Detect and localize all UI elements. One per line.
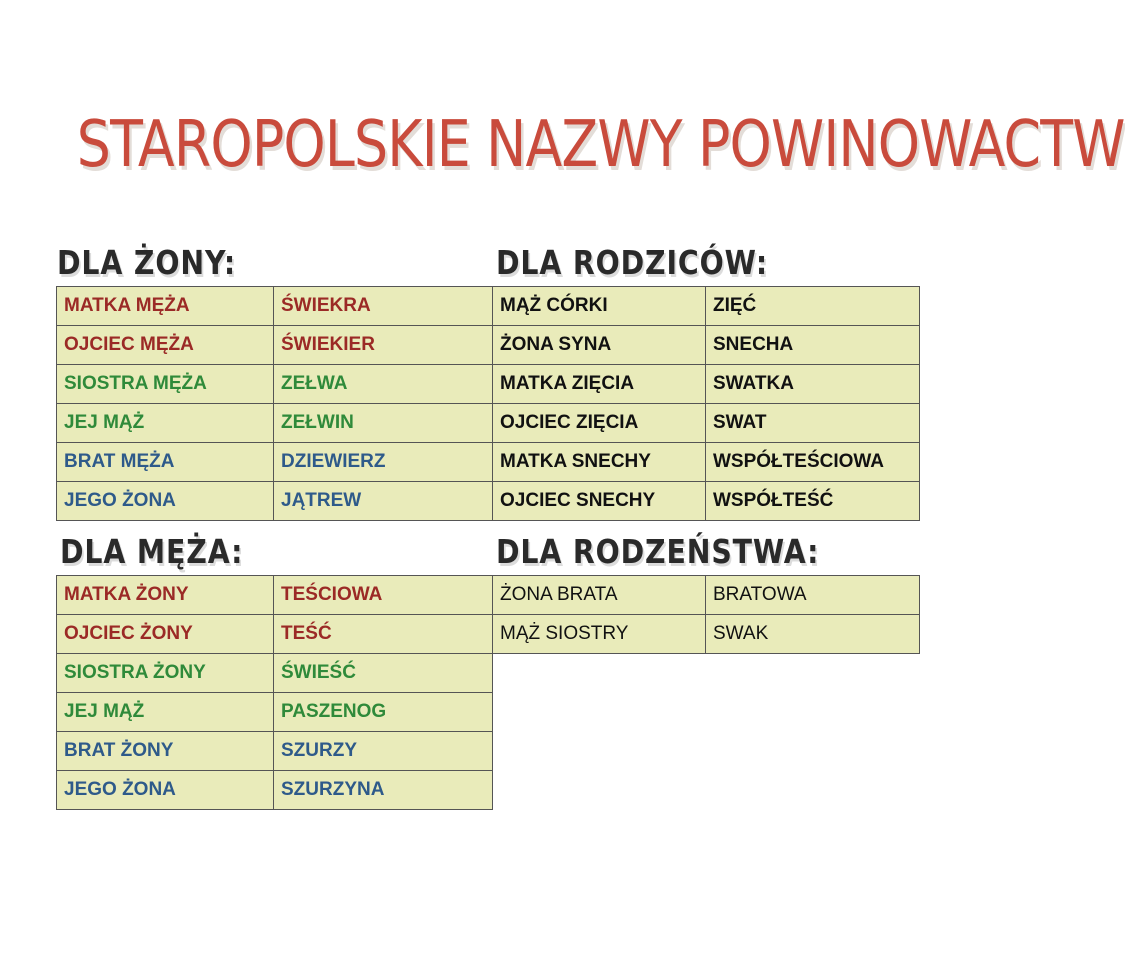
table-row bbox=[57, 732, 493, 771]
term-cell: SZURZYNA bbox=[274, 771, 493, 810]
heading-dla-meza: DLA MĘŻA: bbox=[60, 532, 244, 571]
table-row bbox=[493, 326, 920, 365]
table-row bbox=[57, 404, 493, 443]
table-row bbox=[57, 326, 493, 365]
term-cell: SWAK bbox=[706, 615, 920, 654]
table-dla-zony bbox=[56, 286, 493, 521]
relation-cell: MATKA ZIĘCIA bbox=[493, 365, 706, 404]
term-cell: WSPÓŁTEŚCIOWA bbox=[706, 443, 920, 482]
relation-cell: ŻONA SYNA bbox=[493, 326, 706, 365]
table-row bbox=[493, 443, 920, 482]
term-cell: ZEŁWA bbox=[274, 365, 493, 404]
relation-cell: ŻONA BRATA bbox=[493, 576, 706, 615]
relation-cell: MĄŻ CÓRKI bbox=[493, 287, 706, 326]
table-row bbox=[493, 404, 920, 443]
table-row bbox=[57, 287, 493, 326]
term-cell: PASZENOG bbox=[274, 693, 493, 732]
term-cell: JĄTREW bbox=[274, 482, 493, 521]
relation-cell: MATKA MĘŻA bbox=[57, 287, 274, 326]
term-cell: ŚWIEKRA bbox=[274, 287, 493, 326]
table-row bbox=[493, 365, 920, 404]
relation-cell: JEGO ŻONA bbox=[57, 482, 274, 521]
table-row bbox=[493, 482, 920, 521]
term-cell: ZEŁWIN bbox=[274, 404, 493, 443]
relation-cell: MATKA ŻONY bbox=[57, 576, 274, 615]
table-row bbox=[57, 693, 493, 732]
relation-cell: JEJ MĄŻ bbox=[57, 693, 274, 732]
table-row bbox=[493, 615, 920, 654]
term-cell: DZIEWIERZ bbox=[274, 443, 493, 482]
relation-cell: JEGO ŻONA bbox=[57, 771, 274, 810]
table-row bbox=[57, 654, 493, 693]
term-cell: ZIĘĆ bbox=[706, 287, 920, 326]
term-cell: WSPÓŁTEŚĆ bbox=[706, 482, 920, 521]
table-row bbox=[493, 576, 920, 615]
table-row bbox=[493, 287, 920, 326]
table-row bbox=[57, 365, 493, 404]
term-cell: TEŚĆ bbox=[274, 615, 493, 654]
relation-cell: MATKA SNECHY bbox=[493, 443, 706, 482]
table-dla-rodzenstwa bbox=[492, 575, 920, 654]
table-row bbox=[57, 771, 493, 810]
table-dla-rodzicow bbox=[492, 286, 920, 521]
page-title: STAROPOLSKIE NAZWY POWINOWACTW bbox=[76, 108, 1125, 182]
heading-dla-zony: DLA ŻONY: bbox=[57, 243, 237, 282]
relation-cell: OJCIEC MĘŻA bbox=[57, 326, 274, 365]
term-cell: BRATOWA bbox=[706, 576, 920, 615]
table-row bbox=[57, 443, 493, 482]
relation-cell: SIOSTRA ŻONY bbox=[57, 654, 274, 693]
term-cell: SZURZY bbox=[274, 732, 493, 771]
relation-cell: MĄŻ SIOSTRY bbox=[493, 615, 706, 654]
term-cell: SWATKA bbox=[706, 365, 920, 404]
term-cell: SNECHA bbox=[706, 326, 920, 365]
relation-cell: OJCIEC ZIĘCIA bbox=[493, 404, 706, 443]
relation-cell: OJCIEC SNECHY bbox=[493, 482, 706, 521]
heading-dla-rodzicow: DLA RODZICÓW: bbox=[496, 243, 769, 282]
table-row bbox=[57, 482, 493, 521]
table-row bbox=[57, 615, 493, 654]
term-cell: ŚWIEKIER bbox=[274, 326, 493, 365]
relation-cell: SIOSTRA MĘŻA bbox=[57, 365, 274, 404]
table-dla-meza bbox=[56, 575, 493, 810]
heading-dla-rodzenstwa: DLA RODZEŃSTWA: bbox=[496, 532, 820, 571]
relation-cell: BRAT ŻONY bbox=[57, 732, 274, 771]
table-row bbox=[57, 576, 493, 615]
relation-cell: JEJ MĄŻ bbox=[57, 404, 274, 443]
relation-cell: OJCIEC ŻONY bbox=[57, 615, 274, 654]
term-cell: ŚWIEŚĆ bbox=[274, 654, 493, 693]
term-cell: SWAT bbox=[706, 404, 920, 443]
relation-cell: BRAT MĘŻA bbox=[57, 443, 274, 482]
term-cell: TEŚCIOWA bbox=[274, 576, 493, 615]
